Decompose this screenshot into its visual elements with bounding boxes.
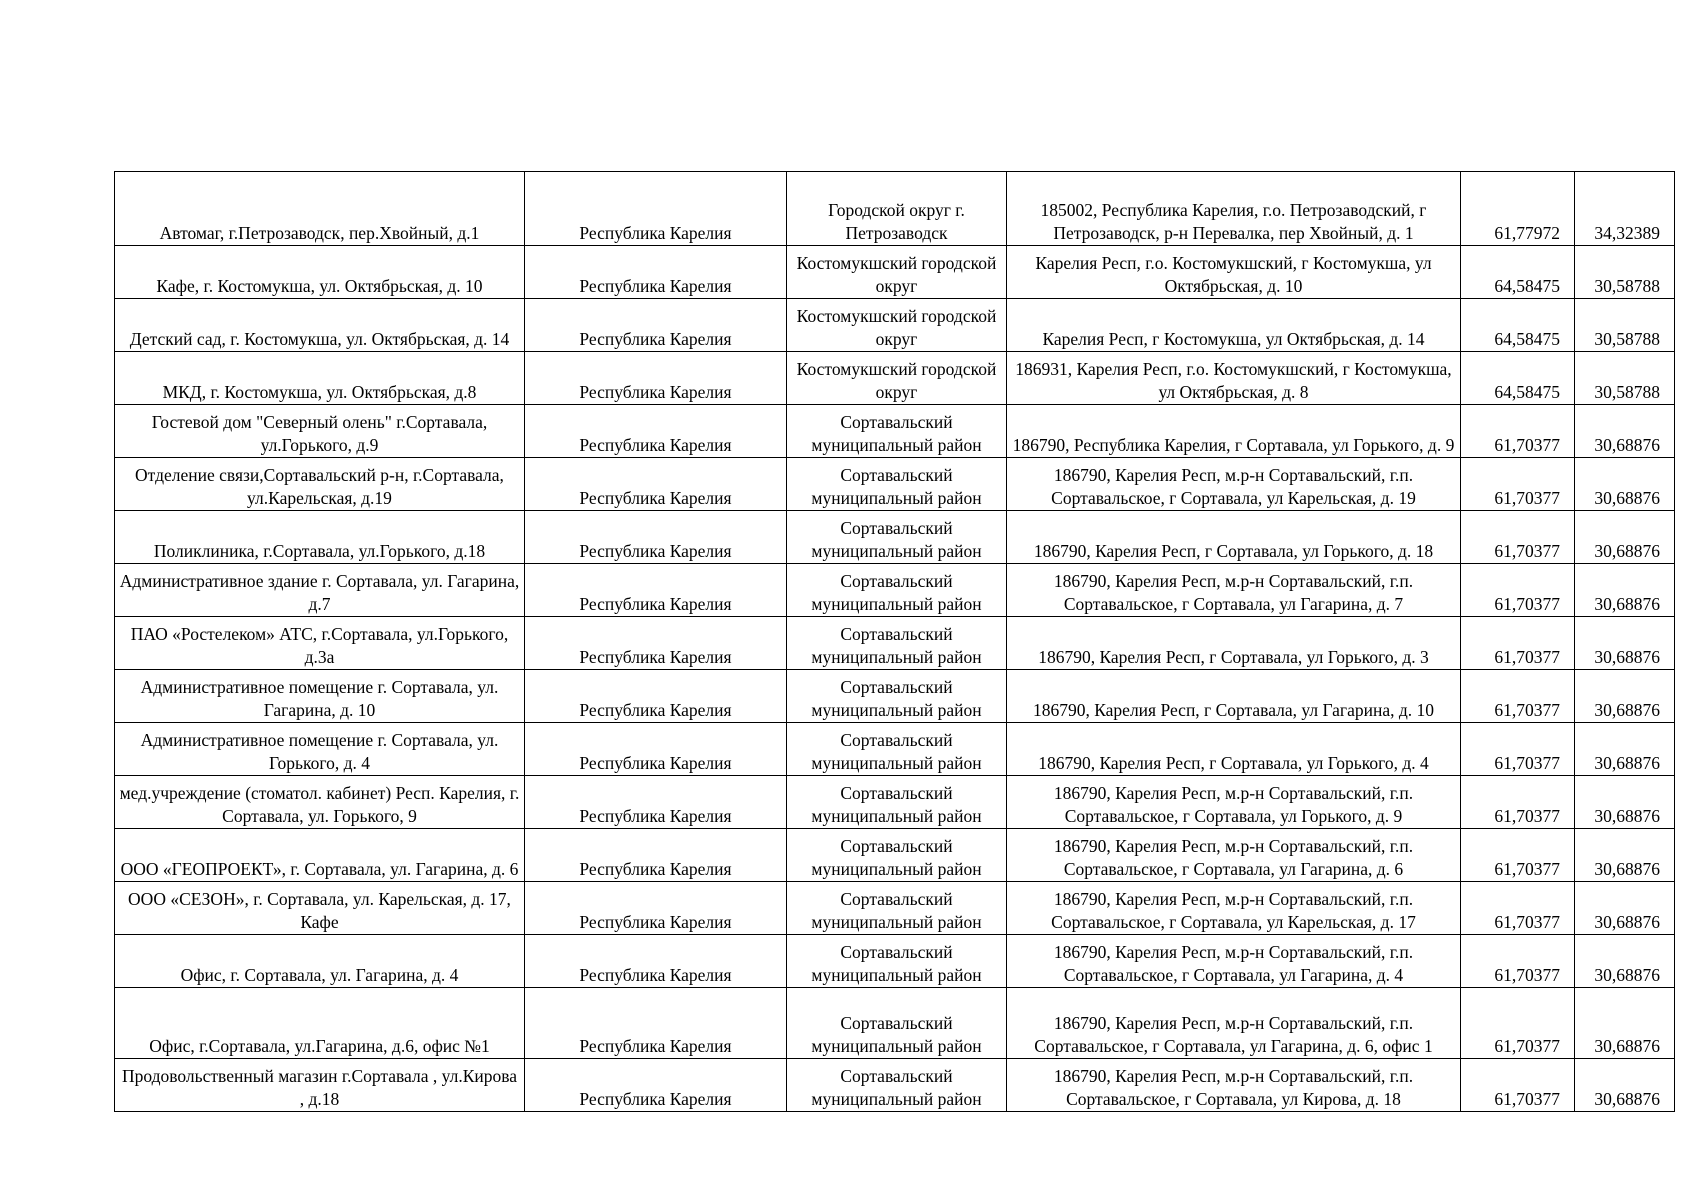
table-row (115, 405, 1675, 458)
address-cell: 186790, Карелия Респ, м.р-н Сортавальский, г.п. Сортавальское, г Сортавала, ул Карельская, д. 19 (1007, 458, 1461, 511)
address-cell: 186790, Карелия Респ, г Сортавала, ул Горького, д. 18 (1007, 511, 1461, 564)
latitude-cell: 61,70377 (1461, 1059, 1575, 1112)
region-cell: Республика Карелия (525, 882, 787, 935)
latitude-cell: 61,70377 (1461, 935, 1575, 988)
district-cell: Костомукшский городской округ (787, 352, 1007, 405)
address-cell: 186790, Республика Карелия, г Сортавала, ул Горького, д. 9 (1007, 405, 1461, 458)
district-cell: Сортавальский муниципальный район (787, 723, 1007, 776)
address-cell: 185002, Республика Карелия, г.о. Петрозаводский, г Петрозаводск, р-н Перевалка, пер Хвойный, д. 1 (1007, 172, 1461, 246)
district-cell: Сортавальский муниципальный район (787, 511, 1007, 564)
object-name-cell: Административное помещение г. Сортавала, ул. Горького, д. 4 (115, 723, 525, 776)
district-cell: Сортавальский муниципальный район (787, 935, 1007, 988)
latitude-cell: 61,70377 (1461, 670, 1575, 723)
object-name-cell: Гостевой дом "Северный олень" г.Сортавала, ул.Горького, д.9 (115, 405, 525, 458)
longitude-cell: 30,68876 (1575, 988, 1675, 1059)
region-cell: Республика Карелия (525, 564, 787, 617)
address-cell: 186790, Карелия Респ, м.р-н Сортавальский, г.п. Сортавальское, г Сортавала, ул Гагарина, д. 6, офис 1 (1007, 988, 1461, 1059)
address-cell: 186790, Карелия Респ, г Сортавала, ул Гагарина, д. 10 (1007, 670, 1461, 723)
table-row (115, 723, 1675, 776)
latitude-cell: 61,70377 (1461, 829, 1575, 882)
table-row (115, 670, 1675, 723)
longitude-cell: 30,68876 (1575, 617, 1675, 670)
district-cell: Сортавальский муниципальный район (787, 1059, 1007, 1112)
object-name-cell: Детский сад, г. Костомукша, ул. Октябрьская, д. 14 (115, 299, 525, 352)
district-cell: Сортавальский муниципальный район (787, 776, 1007, 829)
latitude-cell: 61,70377 (1461, 988, 1575, 1059)
latitude-cell: 61,70377 (1461, 458, 1575, 511)
object-name-cell: ООО «СЕЗОН», г. Сортавала, ул. Карельская, д. 17, Кафе (115, 882, 525, 935)
latitude-cell: 61,70377 (1461, 511, 1575, 564)
district-cell: Сортавальский муниципальный район (787, 564, 1007, 617)
object-name-cell: Административное помещение г. Сортавала, ул. Гагарина, д. 10 (115, 670, 525, 723)
longitude-cell: 30,68876 (1575, 935, 1675, 988)
address-cell: 186790, Карелия Респ, м.р-н Сортавальский, г.п. Сортавальское, г Сортавала, ул Гагарина, д. 4 (1007, 935, 1461, 988)
region-cell: Республика Карелия (525, 617, 787, 670)
table-row (115, 988, 1675, 1059)
longitude-cell: 30,68876 (1575, 511, 1675, 564)
address-cell: 186790, Карелия Респ, г Сортавала, ул Горького, д. 4 (1007, 723, 1461, 776)
table-row (115, 1059, 1675, 1112)
address-cell: 186790, Карелия Респ, г Сортавала, ул Горького, д. 3 (1007, 617, 1461, 670)
table-row (115, 776, 1675, 829)
district-cell: Сортавальский муниципальный район (787, 405, 1007, 458)
object-name-cell: ООО «ГЕОПРОЕКТ», г. Сортавала, ул. Гагарина, д. 6 (115, 829, 525, 882)
object-name-cell: Кафе, г. Костомукша, ул. Октябрьская, д. 10 (115, 246, 525, 299)
region-cell: Республика Карелия (525, 246, 787, 299)
longitude-cell: 30,58788 (1575, 299, 1675, 352)
district-cell: Сортавальский муниципальный район (787, 458, 1007, 511)
longitude-cell: 30,68876 (1575, 829, 1675, 882)
longitude-cell: 34,32389 (1575, 172, 1675, 246)
table-row (115, 935, 1675, 988)
region-cell: Республика Карелия (525, 1059, 787, 1112)
table-row (115, 882, 1675, 935)
address-cell: Карелия Респ, г.о. Костомукшский, г Костомукша, ул Октябрьская, д. 10 (1007, 246, 1461, 299)
object-name-cell: Отделение связи,Сортавальский р-н, г.Сортавала, ул.Карельская, д.19 (115, 458, 525, 511)
address-cell: 186790, Карелия Респ, м.р-н Сортавальский, г.п. Сортавальское, г Сортавала, ул Карельская, д. 17 (1007, 882, 1461, 935)
longitude-cell: 30,68876 (1575, 723, 1675, 776)
table-row (115, 458, 1675, 511)
registry-body (115, 172, 1675, 1112)
longitude-cell: 30,68876 (1575, 882, 1675, 935)
address-cell: 186790, Карелия Респ, м.р-н Сортавальский, г.п. Сортавальское, г Сортавала, ул Кирова, д. 18 (1007, 1059, 1461, 1112)
longitude-cell: 30,68876 (1575, 1059, 1675, 1112)
table-row (115, 617, 1675, 670)
region-cell: Республика Карелия (525, 299, 787, 352)
region-cell: Республика Карелия (525, 723, 787, 776)
object-registry-table (114, 171, 1675, 1112)
address-cell: 186790, Карелия Респ, м.р-н Сортавальский, г.п. Сортавальское, г Сортавала, ул Гагарина, д. 7 (1007, 564, 1461, 617)
latitude-cell: 61,70377 (1461, 776, 1575, 829)
longitude-cell: 30,68876 (1575, 458, 1675, 511)
table-row (115, 246, 1675, 299)
object-name-cell: Продовольственный магазин г.Сортавала , ул.Кирова , д.18 (115, 1059, 525, 1112)
latitude-cell: 61,70377 (1461, 882, 1575, 935)
region-cell: Республика Карелия (525, 511, 787, 564)
district-cell: Сортавальский муниципальный район (787, 829, 1007, 882)
object-name-cell: Поликлиника, г.Сортавала, ул.Горького, д.18 (115, 511, 525, 564)
district-cell: Сортавальский муниципальный район (787, 670, 1007, 723)
district-cell: Сортавальский муниципальный район (787, 617, 1007, 670)
latitude-cell: 64,58475 (1461, 352, 1575, 405)
longitude-cell: 30,68876 (1575, 564, 1675, 617)
district-cell: Костомукшский городской округ (787, 299, 1007, 352)
district-cell: Костомукшский городской округ (787, 246, 1007, 299)
latitude-cell: 61,77972 (1461, 172, 1575, 246)
table-row (115, 352, 1675, 405)
address-cell: 186790, Карелия Респ, м.р-н Сортавальский, г.п. Сортавальское, г Сортавала, ул Горького, д. 9 (1007, 776, 1461, 829)
object-name-cell: мед.учреждение (стоматол. кабинет) Респ. Карелия, г. Сортавала, ул. Горького, 9 (115, 776, 525, 829)
longitude-cell: 30,68876 (1575, 776, 1675, 829)
latitude-cell: 61,70377 (1461, 564, 1575, 617)
region-cell: Республика Карелия (525, 405, 787, 458)
latitude-cell: 61,70377 (1461, 405, 1575, 458)
district-cell: Городской округ г. Петрозаводск (787, 172, 1007, 246)
address-cell: Карелия Респ, г Костомукша, ул Октябрьская, д. 14 (1007, 299, 1461, 352)
object-name-cell: Офис, г.Сортавала, ул.Гагарина, д.6, офис №1 (115, 988, 525, 1059)
region-cell: Республика Карелия (525, 935, 787, 988)
longitude-cell: 30,68876 (1575, 405, 1675, 458)
region-cell: Республика Карелия (525, 776, 787, 829)
table-row (115, 172, 1675, 246)
region-cell: Республика Карелия (525, 458, 787, 511)
district-cell: Сортавальский муниципальный район (787, 882, 1007, 935)
latitude-cell: 61,70377 (1461, 723, 1575, 776)
table-row (115, 564, 1675, 617)
table-row (115, 829, 1675, 882)
region-cell: Республика Карелия (525, 988, 787, 1059)
object-name-cell: Офис, г. Сортавала, ул. Гагарина, д. 4 (115, 935, 525, 988)
region-cell: Республика Карелия (525, 172, 787, 246)
latitude-cell: 64,58475 (1461, 299, 1575, 352)
longitude-cell: 30,58788 (1575, 246, 1675, 299)
region-cell: Республика Карелия (525, 829, 787, 882)
address-cell: 186790, Карелия Респ, м.р-н Сортавальский, г.п. Сортавальское, г Сортавала, ул Гагарина, д. 6 (1007, 829, 1461, 882)
region-cell: Республика Карелия (525, 352, 787, 405)
latitude-cell: 64,58475 (1461, 246, 1575, 299)
object-name-cell: ПАО «Ростелеком» АТС, г.Сортавала, ул.Горького, д.3а (115, 617, 525, 670)
table-row (115, 511, 1675, 564)
latitude-cell: 61,70377 (1461, 617, 1575, 670)
object-name-cell: Автомаг, г.Петрозаводск, пер.Хвойный, д.1 (115, 172, 525, 246)
region-cell: Республика Карелия (525, 670, 787, 723)
object-name-cell: МКД, г. Костомукша, ул. Октябрьская, д.8 (115, 352, 525, 405)
longitude-cell: 30,68876 (1575, 670, 1675, 723)
table-row (115, 299, 1675, 352)
object-name-cell: Административное здание г. Сортавала, ул. Гагарина, д.7 (115, 564, 525, 617)
longitude-cell: 30,58788 (1575, 352, 1675, 405)
address-cell: 186931, Карелия Респ, г.о. Костомукшский, г Костомукша, ул Октябрьская, д. 8 (1007, 352, 1461, 405)
district-cell: Сортавальский муниципальный район (787, 988, 1007, 1059)
